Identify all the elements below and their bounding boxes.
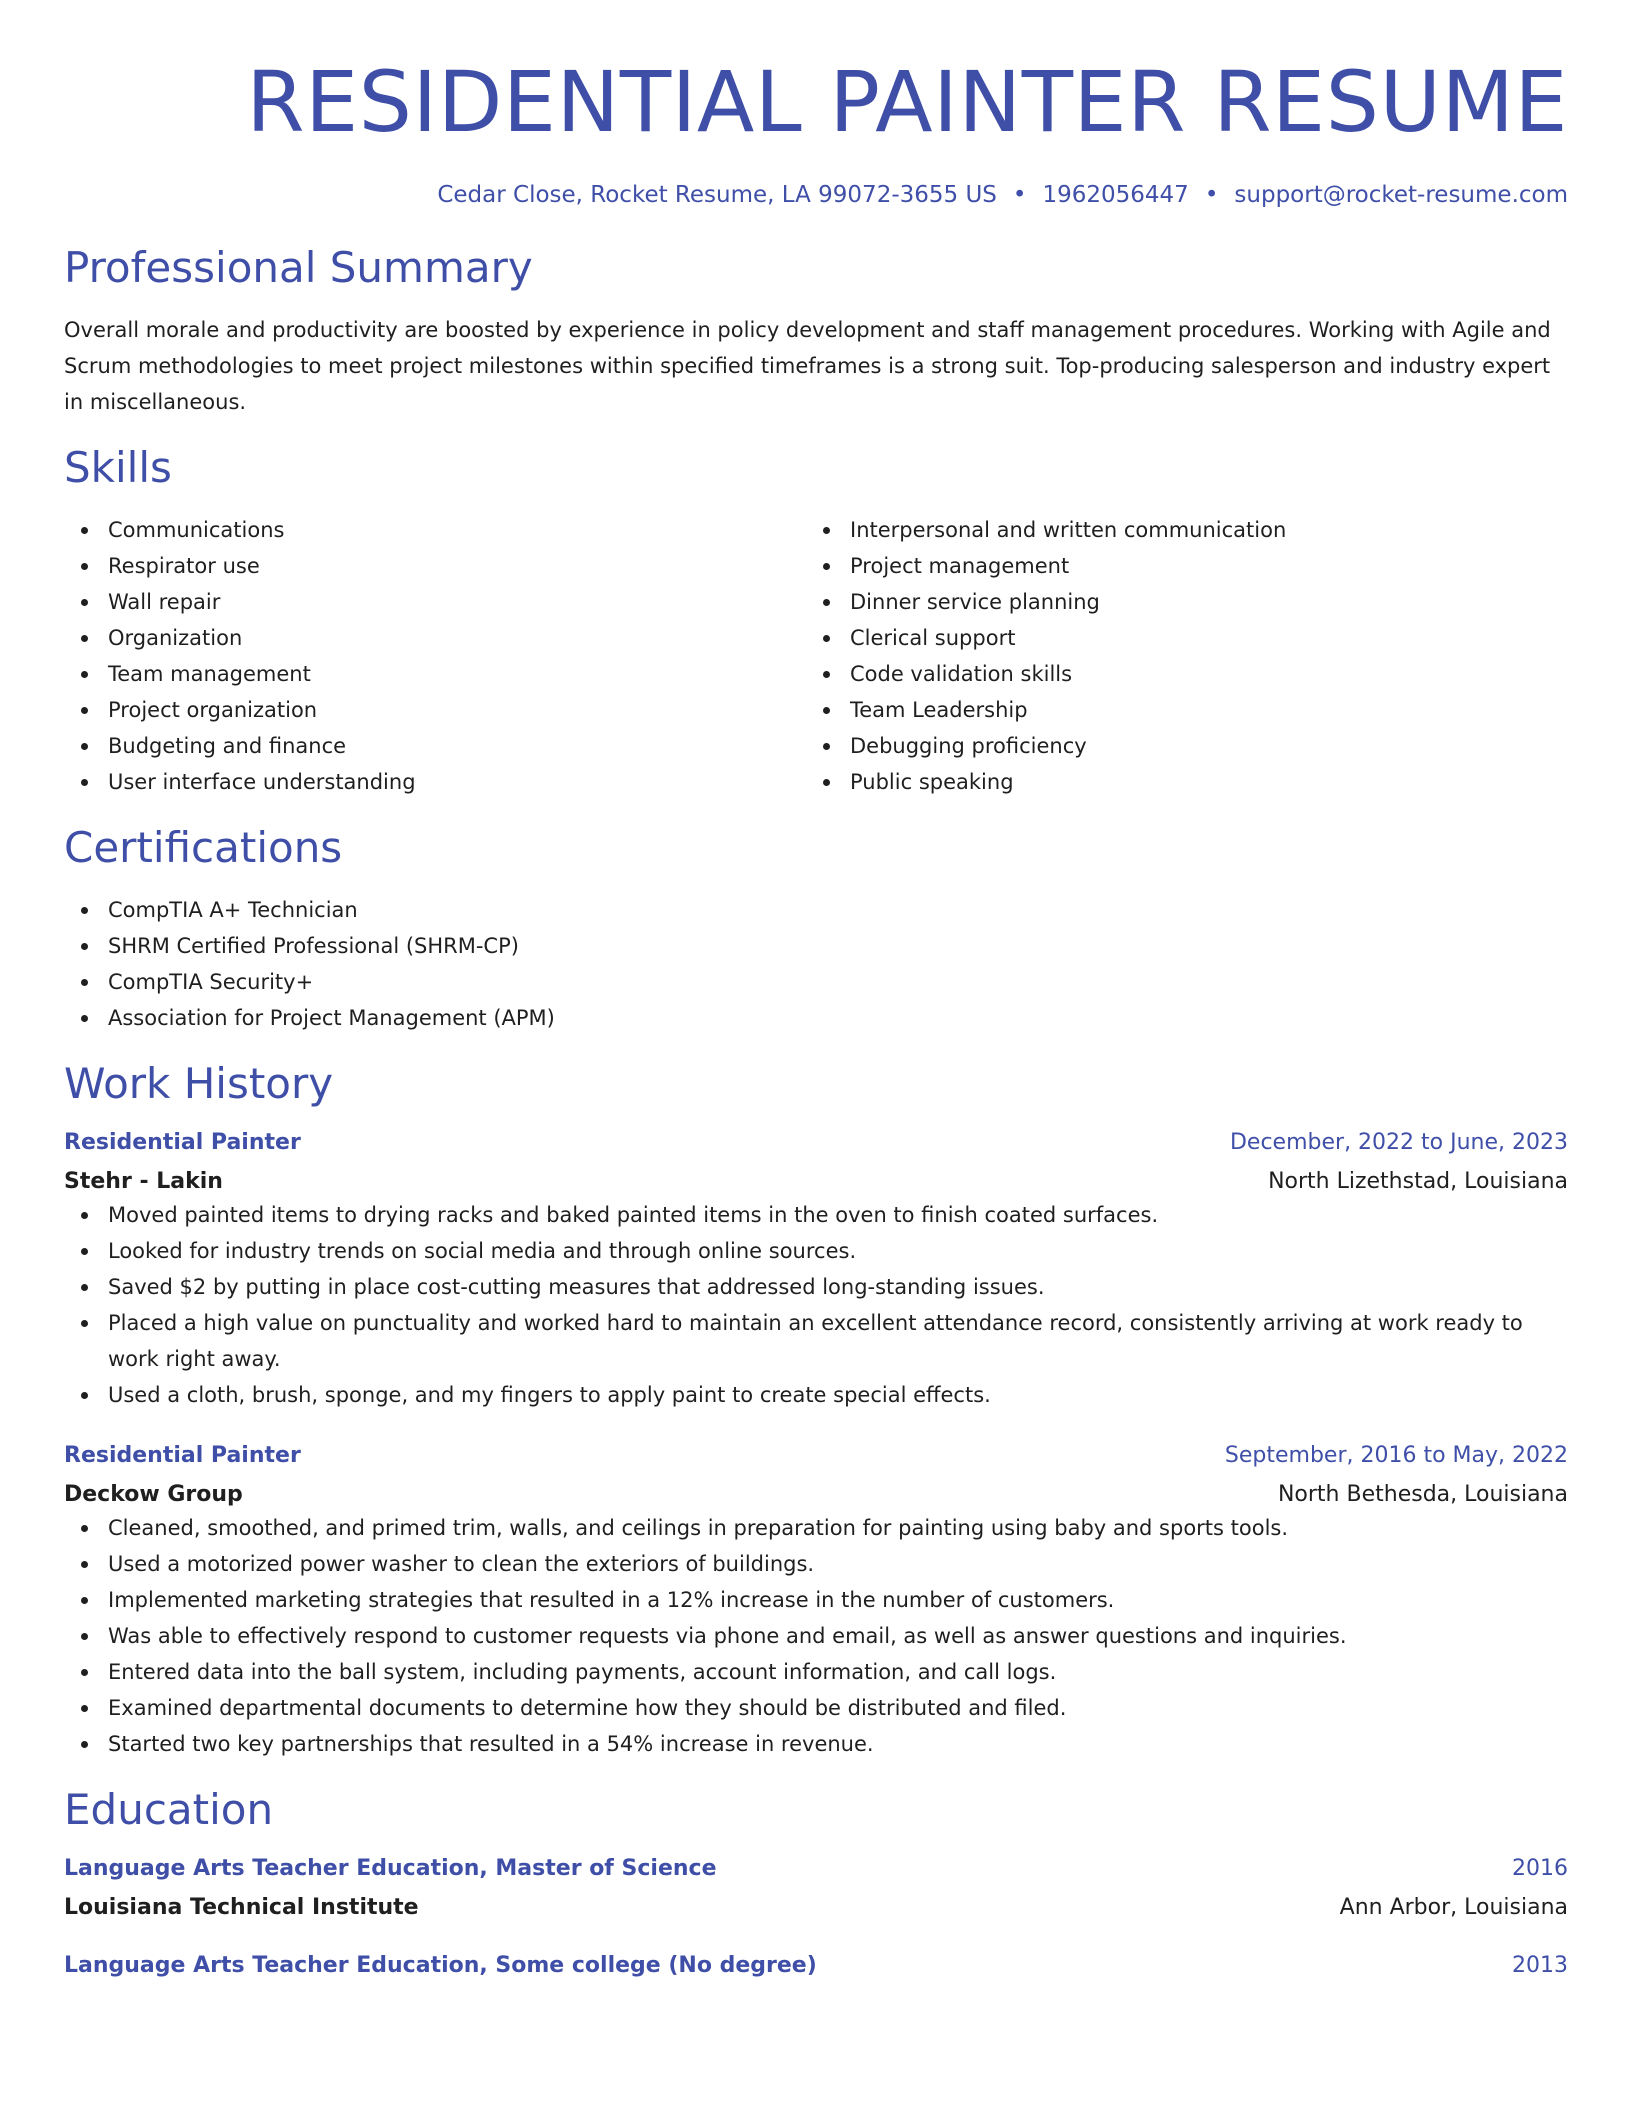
job-header [64,1128,1568,1158]
skill-item: Organization [64,620,806,656]
education-header [64,1951,1568,1981]
contact-separator: • [1204,182,1219,208]
skill-item: Team management [64,656,806,692]
work-history-heading: Work History [64,1059,334,1108]
skill-item: Dinner service planning [806,584,1548,620]
job-duty: Looked for industry trends on social media and through online sources. [64,1233,1568,1269]
skill-item: Interpersonal and written communication [806,512,1548,548]
job-duty: Cleaned, smoothed, and primed trim, walls, and ceilings in preparation for painting using baby and sports tools. [64,1510,1568,1546]
certification-item: CompTIA A+ Technician [64,892,1568,928]
job-duty: Was able to effectively respond to customer requests via phone and email, as well as answer questions and inquiries. [64,1618,1568,1654]
job-subheader [64,1480,1568,1510]
resume-title: RESIDENTIAL PAINTER RESUME [246,53,1568,151]
skill-item: Respirator use [64,548,806,584]
summary-heading: Professional Summary [64,243,533,292]
job-company: Deckow Group [64,1482,243,1507]
job-duty: Started two key partnerships that resulted in a 54% increase in revenue. [64,1726,1568,1762]
contact-separator: • [1012,182,1027,208]
job-duty: Used a cloth, brush, sponge, and my fingers to apply paint to create special effects. [64,1377,1568,1413]
education-year: 2013 [1512,1953,1568,1978]
job-location: North Lizethstad, Louisiana [1268,1169,1568,1194]
skills-list-right [806,512,1548,800]
education-school: Louisiana Technical Institute [64,1895,419,1920]
skills-list-left [64,512,806,800]
job-duty: Moved painted items to drying racks and baked painted items in the oven to finish coated surfaces. [64,1197,1568,1233]
resume-header [64,0,1568,210]
skill-item: Project organization [64,692,806,728]
certification-item: SHRM Certified Professional (SHRM-CP) [64,928,1568,964]
work-history-section [64,1058,1568,1762]
education-year: 2016 [1512,1856,1568,1881]
education-entry [64,1951,1568,1981]
job-duties-list [64,1197,1568,1413]
contact-phone: 1962056447 [1042,182,1189,208]
job-location: North Bethesda, Louisiana [1277,1482,1568,1507]
job-company: Stehr - Lakin [64,1169,223,1194]
contact-email: support@rocket-resume.com [1234,182,1568,208]
job-title: Residential Painter [64,1443,301,1468]
contact-address: Cedar Close, Rocket Resume, LA 99072-3655 US [437,182,997,208]
skill-item: Project management [806,548,1548,584]
job-entry [64,1128,1568,1413]
education-entry [64,1854,1568,1923]
skill-item: Communications [64,512,806,548]
job-duty: Used a motorized power washer to clean the exteriors of buildings. [64,1546,1568,1582]
skill-item: Budgeting and finance [64,728,806,764]
job-duty: Implemented marketing strategies that resulted in a 12% increase in the number of customers. [64,1582,1568,1618]
job-title: Residential Painter [64,1130,301,1155]
education-location: Ann Arbor, Louisiana [1339,1895,1568,1920]
certification-item: Association for Project Management (APM) [64,1000,1568,1036]
skill-item: Public speaking [806,764,1548,800]
job-subheader [64,1167,1568,1197]
skill-item: User interface understanding [64,764,806,800]
certifications-list [64,892,1568,1036]
job-duty: Saved $2 by putting in place cost-cutting measures that addressed long-standing issues. [64,1269,1568,1305]
education-degree: Language Arts Teacher Education, Master of Science [64,1856,717,1881]
certifications-section [64,822,1568,1036]
job-entry [64,1441,1568,1762]
job-dates: September, 2016 to May, 2022 [1224,1443,1568,1468]
certification-item: CompTIA Security+ [64,964,1568,1000]
education-subheader [64,1893,1568,1923]
job-duties-list [64,1510,1568,1762]
summary-text: Overall morale and productivity are boosted by experience in policy development and staff management procedures. Working with Agile and Scrum methodologies to meet project milestones within specified timeframes is a strong suit. Top-producing salesperson and industry expert in miscellaneous. [64,318,1551,414]
skill-item: Team Leadership [806,692,1548,728]
skills-heading: Skills [64,443,172,492]
summary-section [64,242,1568,420]
job-header [64,1441,1568,1471]
education-section [64,1784,1568,1981]
job-duty: Placed a high value on punctuality and worked hard to maintain an excellent attendance record, consistently arriving at work ready to work right away. [64,1305,1568,1377]
skill-item: Code validation skills [806,656,1548,692]
skill-item: Clerical support [806,620,1548,656]
skill-item: Wall repair [64,584,806,620]
job-duty: Entered data into the ball system, including payments, account information, and call logs. [64,1654,1568,1690]
skill-item: Debugging proficiency [806,728,1548,764]
skills-grid [64,512,1568,800]
education-header [64,1854,1568,1884]
education-heading: Education [64,1785,274,1834]
job-duty: Examined departmental documents to determine how they should be distributed and filed. [64,1690,1568,1726]
education-degree: Language Arts Teacher Education, Some college (No degree) [64,1953,817,1978]
certifications-heading: Certifications [64,823,343,872]
contact-line [64,180,1568,210]
skills-section [64,442,1568,800]
job-dates: December, 2022 to June, 2023 [1229,1130,1568,1155]
